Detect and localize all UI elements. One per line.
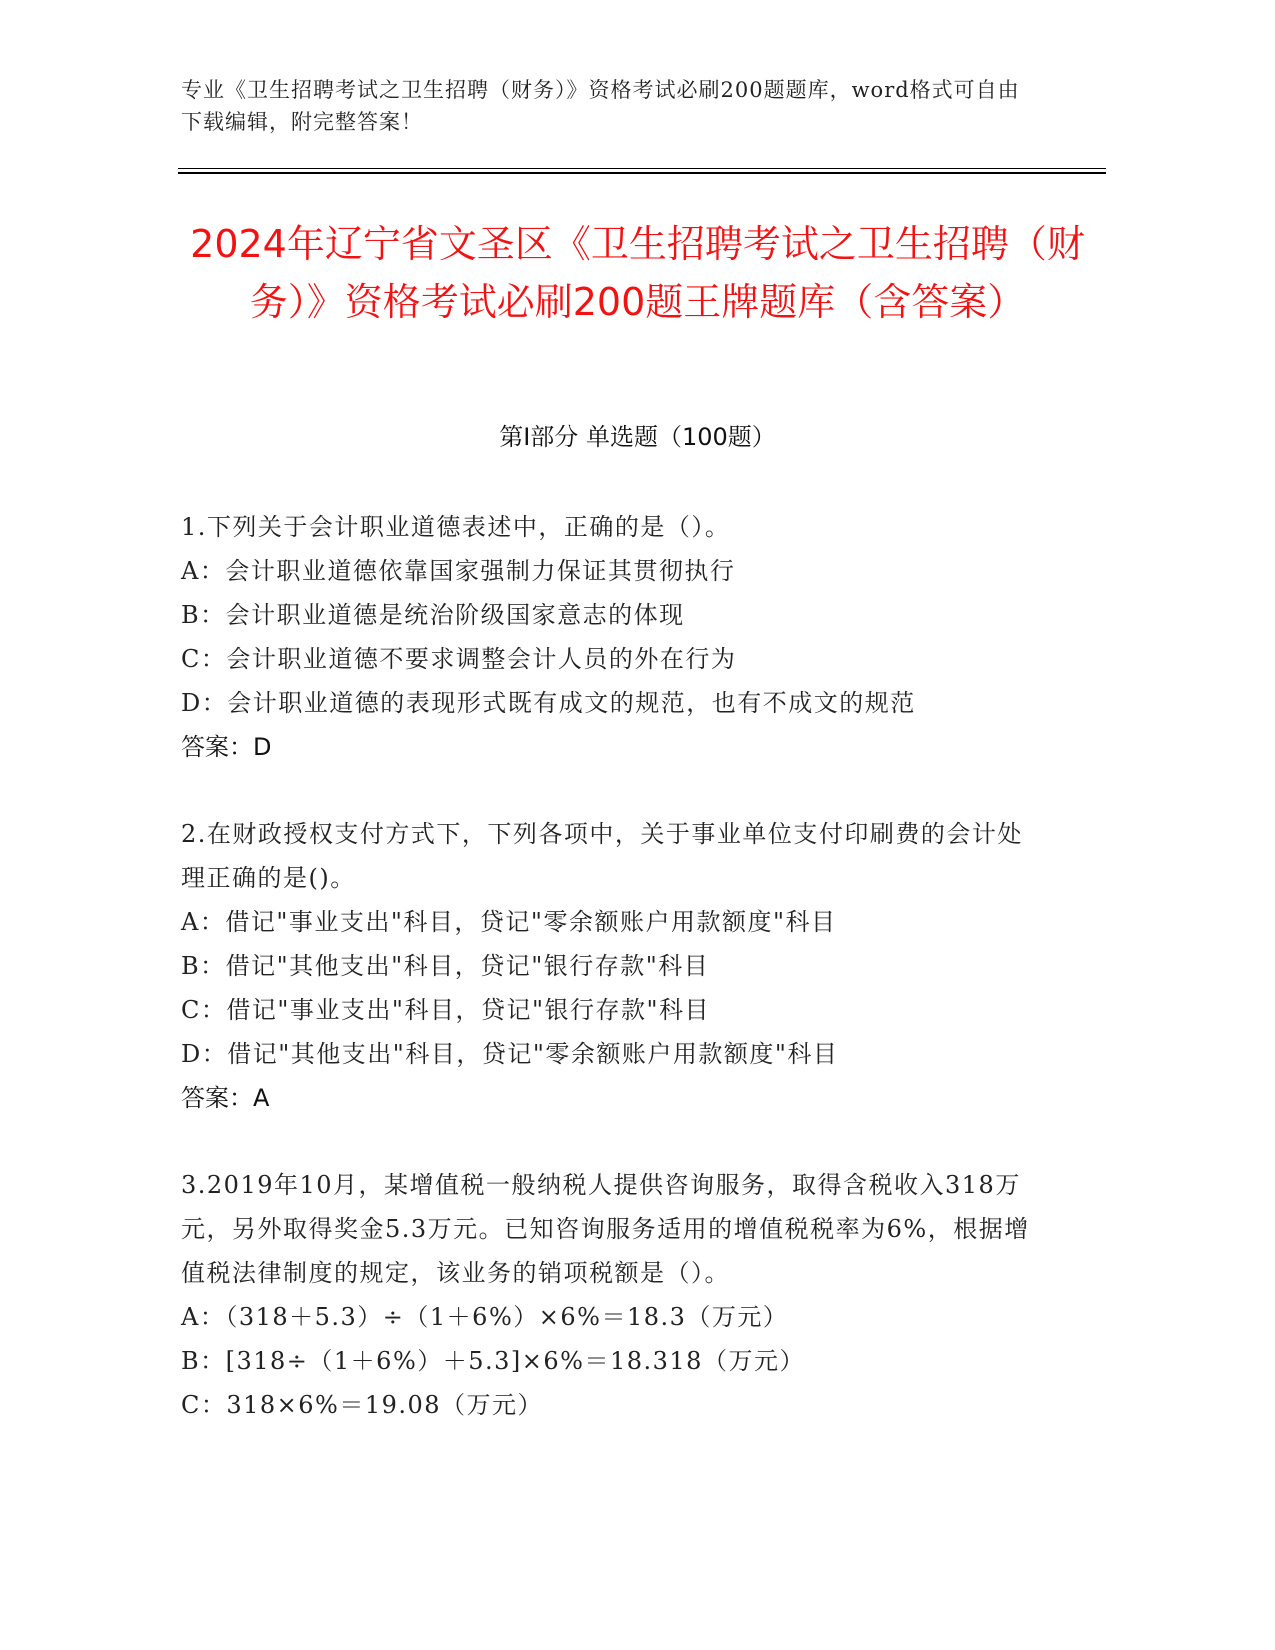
question-text: 1.下列关于会计职业道德表述中，正确的是（）。 <box>181 513 731 541</box>
option-c: C：借记"事业支出"科目，贷记"银行存款"科目 <box>181 996 711 1024</box>
header-rule-thick <box>178 172 1106 174</box>
question-2 <box>181 812 1041 1120</box>
option-a: A：（318＋5.3）÷（1＋6%）×6%＝18.3（万元） <box>181 1303 789 1331</box>
option-d: D：会计职业道德的表现形式既有成文的规范，也有不成文的规范 <box>181 689 916 717</box>
option-c: C：318×6%＝19.08（万元） <box>181 1391 544 1419</box>
option-d: D：借记"其他支出"科目，贷记"零余额账户用款额度"科目 <box>181 1040 839 1068</box>
option-a: A：借记"事业支出"科目，贷记"零余额账户用款额度"科目 <box>181 908 837 936</box>
section-heading: 第I部分 单选题（100题） <box>499 423 776 451</box>
option-c: C：会计职业道德不要求调整会计人员的外在行为 <box>181 645 737 673</box>
option-b: B：[318÷（1＋6%）＋5.3]×6%＝18.318（万元） <box>181 1347 805 1375</box>
answer: 答案：D <box>181 733 272 761</box>
option-b: B：会计职业道德是统治阶级国家意志的体现 <box>181 601 685 629</box>
question-text: 2.在财政授权支付方式下，下列各项中，关于事业单位支付印刷费的会计处理正确的是()。 <box>181 820 1023 892</box>
header-rule-thin <box>178 168 1106 169</box>
question-1 <box>181 505 1041 769</box>
document-title: 2024年辽宁省文圣区《卫生招聘考试之卫生招聘（财务）》资格考试必刷200题王牌题库（含答案） <box>190 222 1085 324</box>
answer: 答案：A <box>181 1084 270 1112</box>
option-b: B：借记"其他支出"科目，贷记"银行存款"科目 <box>181 952 710 980</box>
question-3 <box>181 1163 1041 1427</box>
option-a: A：会计职业道德依靠国家强制力保证其贯彻执行 <box>181 557 736 585</box>
header-note: 专业《卫生招聘考试之卫生招聘（财务）》资格考试必刷200题题库，word格式可自由下载编辑，附完整答案！ <box>181 78 1020 134</box>
question-text: 3.2019年10月，某增值税一般纳税人提供咨询服务，取得含税收入318万元，另外取得奖金5.3万元。已知咨询服务适用的增值税税率为6%，根据增值税法律制度的规定，该业务的销项税额是（）。 <box>181 1171 1030 1287</box>
question-list <box>181 505 1041 1470</box>
